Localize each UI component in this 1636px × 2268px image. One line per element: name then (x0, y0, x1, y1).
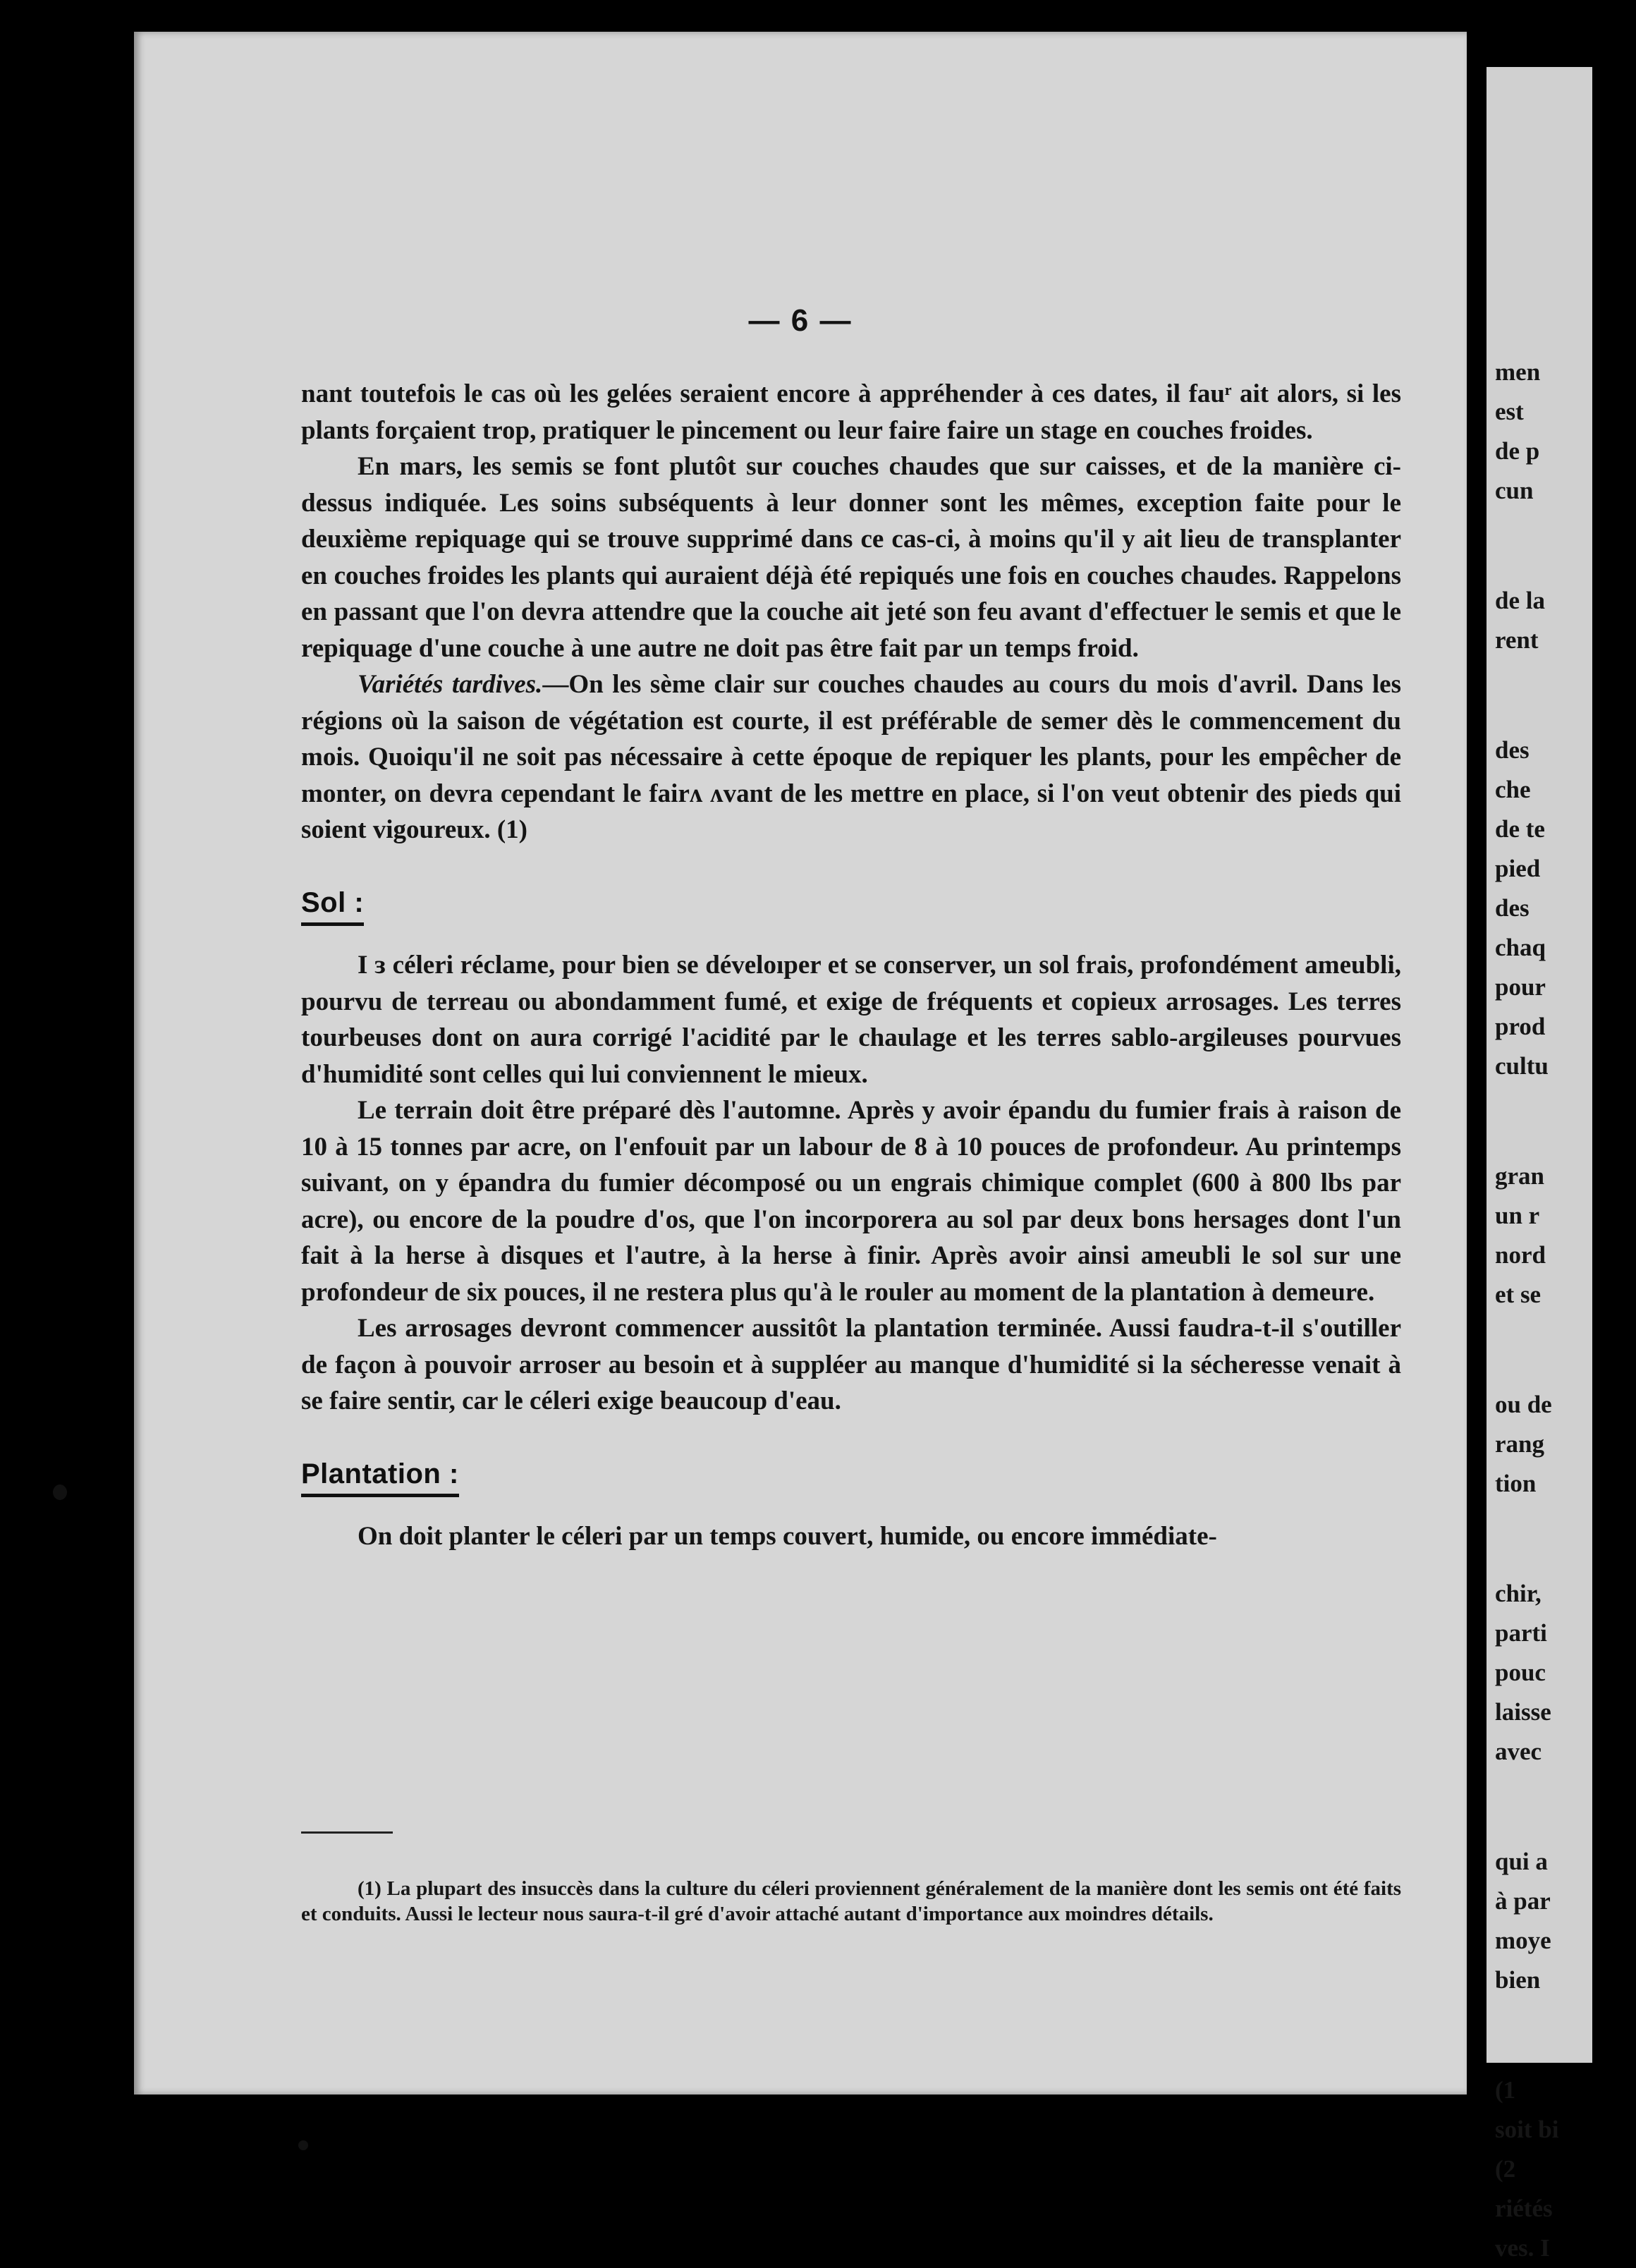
footnote-divider (301, 1831, 393, 1834)
facing-page-line: rent (1495, 626, 1539, 654)
facing-page-line (1495, 1086, 1636, 1157)
facing-page-line: qui a (1495, 1848, 1548, 1875)
paragraph-continuation: nant toutefois le cas où les gelées seraient encore à appréhender à ces dates, il fauʳ ait alors, si les plants forçaient trop, pratiquer le pincement ou leur faire faire un stage en couches froides. (301, 379, 1401, 445)
facing-page-line: men (1495, 358, 1541, 386)
facing-page-line: à par (1495, 1887, 1551, 1915)
facing-page-line: de la (1495, 587, 1545, 614)
facing-page-line: chaq (1495, 934, 1546, 961)
section-plantation (301, 1439, 1401, 1555)
facing-page-line (1495, 1772, 1636, 1842)
facing-page-line: rang (1495, 1430, 1544, 1458)
facing-page-line: ves. I (1495, 2234, 1550, 2262)
facing-page-edge (1487, 67, 1592, 2262)
facing-page-line: che (1495, 776, 1531, 803)
facing-page-line: tion (1495, 1470, 1537, 1497)
facing-page-line: (2 (1495, 2155, 1516, 2183)
document-page (134, 32, 1467, 2095)
section-heading-plantation: Plantation : (301, 1456, 459, 1498)
paragraph-plantation-1: On doit planter le céleri par un temps couvert, humide, ou encore immédiate- (358, 1522, 1217, 1551)
facing-page-line: moye (1495, 1927, 1551, 1954)
facing-page-line (1495, 2000, 1636, 2071)
page-number: — 6 — (748, 303, 853, 338)
facing-page-line: cun (1495, 477, 1534, 504)
facing-page-line: pied (1495, 855, 1541, 882)
book-gutter (1467, 32, 1487, 2098)
facing-page-line: laisse (1495, 1698, 1551, 1726)
paragraph-sol-1: I ɜ céleri réclame, pour bien se déveloıper et se conserver, un sol frais, profondément ameubli, pourvu de terreau ou abondamment fumé, et exige de fréquents et copieux arrosages. Les terres tourbeuses dont on aura corrigé l'acidité par le chaulage et les terres sablo-argileuses pourvues d'humidité sont celles qui lui conviennent le mieux. (301, 951, 1401, 1089)
varietes-tardives-text: —On les sème clair sur couches chaudes au cours du mois d'avril. Dans les régions où la saison de végétation est courte, il est préférable de semer dès le commencement du mois. Quoiqu'il ne soit pas nécessaire à cette époque de repiquer les plants, pour les empêcher de monter, on devra cependant le fairʌ ʌvant de les mettre en place, si l'on veut obtenir des pieds qui soient vigoureux. (1) (301, 670, 1401, 844)
facing-page-line: soit bi (1495, 2116, 1559, 2143)
scan-speck (53, 1484, 67, 1500)
facing-page-line: des (1495, 736, 1530, 764)
facing-page-line (1495, 511, 1636, 581)
footnote-mark: (1) (358, 1877, 381, 1900)
facing-page-line: gran (1495, 1162, 1544, 1190)
facing-page-line: ou de (1495, 1391, 1552, 1418)
paragraph-sol-2: Le terrain doit être préparé dès l'automne. Après y avoir épandu du fumier frais à raison de 10 à 15 tonnes par acre, on l'enfouit par un labour de 8 à 10 pouces de profondeur. Au printemps suivant, on y épandra du fumier décomposé ou un engrais chimique complet (600 à 800 lbs par acre), ou encore de la poudre d'os, que l'on incorporera au sol par deux bons hersages dont l'un fait à la herse à disques et l'autre, à la herse à finir. Après avoir ainsi ameubli le sol sur une profondeur de six pouces, il ne restera plus qu'à le rouler au moment de la plantation à demeure. (301, 1096, 1401, 1307)
facing-page-line: riétés (1495, 2195, 1553, 2222)
facing-page-line: un r (1495, 1202, 1540, 1229)
facing-page-line: de p (1495, 437, 1540, 465)
facing-page-text (1495, 353, 1636, 2268)
paragraph-varietes-tardives (301, 666, 1401, 848)
facing-page-line: est (1495, 398, 1524, 425)
footnote-text: La plupart des insuccès dans la culture du céleri proviennent généralement de la manière dont les semis ont été faits et conduits. Aussi le lecteur nous saura-t-il gré d'avoir attaché autant d'importance aux moindres détails. (301, 1877, 1402, 1925)
facing-page-line: parti (1495, 1619, 1547, 1647)
facing-page-line: avec (1495, 1738, 1542, 1765)
facing-page-line: chir, (1495, 1580, 1542, 1607)
facing-page-line: (1 (1495, 2076, 1516, 2104)
main-text-column (301, 376, 1401, 1555)
facing-page-line (1495, 1504, 1636, 1574)
facing-page-line: cultu (1495, 1052, 1549, 1080)
section-sol (301, 868, 1401, 1420)
facing-page-line: pouc (1495, 1659, 1546, 1686)
facing-page-line: prod (1495, 1013, 1546, 1040)
facing-page-line: nord (1495, 1241, 1546, 1269)
facing-page-line (1495, 660, 1636, 731)
facing-page-line (1495, 1315, 1636, 1385)
facing-page-line: bien (1495, 1966, 1541, 1994)
paragraph-mars: En mars, les semis se font plutôt sur couches chaudes que sur caisses, et de la manière ci-dessus indiquée. Les soins subséquents à leur donner sont les mêmes, exception faite pour le deuxième repiquage qui se trouve supprimé dans ce cas-ci, à moins qu'il y ait lieu de transplanter en couches froides les plants qui auraient déjà été repiqués une fois en couches chaudes. Rappelons en passant que l'on devra attendre que la couche ait jeté son feu avant d'effectuer le semis et que le repiquage d'une couche à une autre ne doit pas être fait par un temps froid. (301, 452, 1401, 663)
facing-page-line: des (1495, 894, 1530, 922)
scan-speck (298, 2140, 308, 2150)
facing-page-line: et se (1495, 1281, 1542, 1308)
facing-page-line: de te (1495, 815, 1545, 843)
varietes-tardives-label: Variétés tardives. (358, 670, 543, 699)
section-heading-sol: Sol : (301, 885, 364, 927)
facing-page-line: pour (1495, 973, 1546, 1001)
paragraph-sol-3: Les arrosages devront commencer aussitôt la plantation terminée. Aussi faudra-t-il s'outiller de façon à pouvoir arroser au besoin et à suppléer au manque d'humidité si la sécheresse venait à se faire sentir, car le céleri exige beaucoup d'eau. (301, 1314, 1401, 1415)
footnote (301, 1876, 1401, 1927)
